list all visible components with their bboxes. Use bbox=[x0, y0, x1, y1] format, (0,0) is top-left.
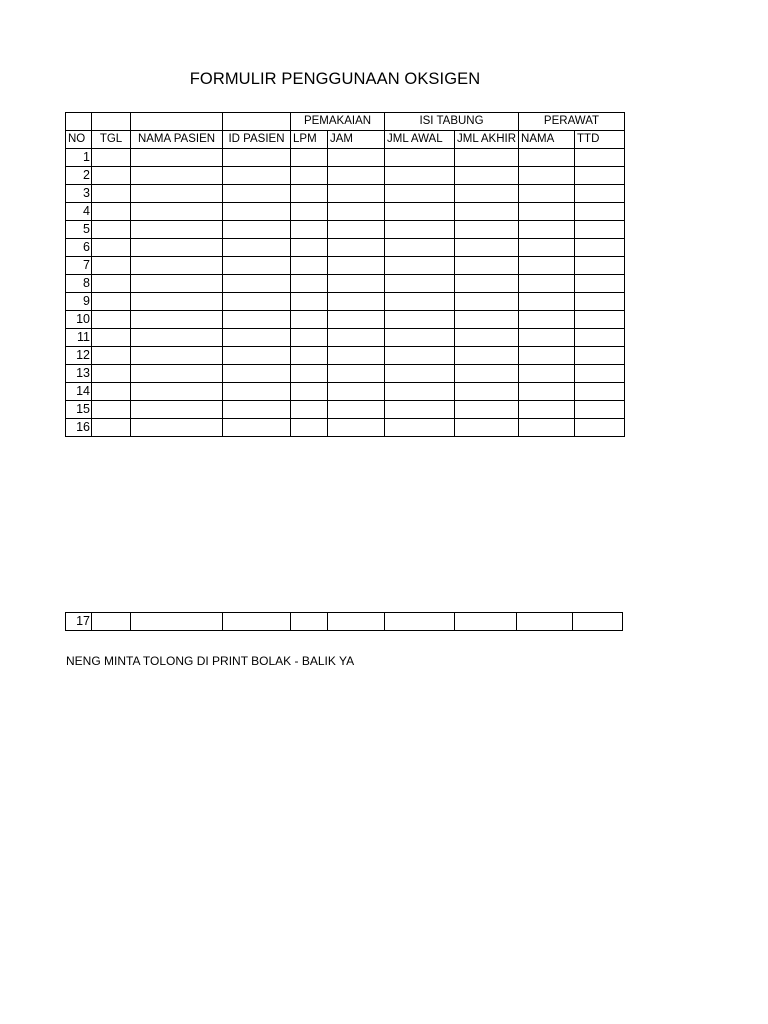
cell-tgl[interactable] bbox=[92, 239, 131, 257]
cell-jml-awal[interactable] bbox=[385, 613, 455, 631]
group-header-perawat: PERAWAT bbox=[519, 113, 625, 131]
cell-nama-pasien[interactable] bbox=[131, 167, 223, 185]
row-number: 10 bbox=[66, 311, 92, 329]
cell-ttd[interactable] bbox=[575, 239, 625, 257]
table-row bbox=[66, 311, 625, 329]
row-number: 16 bbox=[66, 419, 92, 437]
cell-jam[interactable] bbox=[328, 613, 385, 631]
cell-jml-awal[interactable] bbox=[385, 311, 455, 329]
cell-nama-pasien[interactable] bbox=[131, 293, 223, 311]
cell-jml-akhir[interactable] bbox=[455, 221, 519, 239]
cell-lpm[interactable] bbox=[291, 203, 328, 221]
table-row bbox=[66, 203, 625, 221]
row-number: 4 bbox=[66, 203, 92, 221]
cell-tgl[interactable] bbox=[92, 401, 131, 419]
cell-jml-awal[interactable] bbox=[385, 383, 455, 401]
cell-jml-awal[interactable] bbox=[385, 257, 455, 275]
cell-nama[interactable] bbox=[519, 347, 575, 365]
cell-tgl[interactable] bbox=[92, 311, 131, 329]
column-header-id-pasien: ID PASIEN bbox=[223, 131, 291, 149]
cell-ttd[interactable] bbox=[575, 329, 625, 347]
cell-jml-awal[interactable] bbox=[385, 329, 455, 347]
cell-lpm[interactable] bbox=[291, 347, 328, 365]
cell-id-pasien[interactable] bbox=[223, 167, 291, 185]
cell-ttd[interactable] bbox=[575, 401, 625, 419]
cell-ttd[interactable] bbox=[575, 257, 625, 275]
table-row bbox=[66, 401, 625, 419]
column-header-jml-awal: JML AWAL bbox=[385, 131, 455, 149]
cell-lpm[interactable] bbox=[291, 221, 328, 239]
cell-tgl[interactable] bbox=[92, 365, 131, 383]
cell-nama-pasien[interactable] bbox=[131, 419, 223, 437]
cell-jml-akhir[interactable] bbox=[455, 203, 519, 221]
cell-jml-awal[interactable] bbox=[385, 167, 455, 185]
column-header-no: NO bbox=[66, 131, 92, 149]
cell-nama-pasien[interactable] bbox=[131, 203, 223, 221]
cell-jml-akhir[interactable] bbox=[455, 149, 519, 167]
cell-jam[interactable] bbox=[328, 239, 385, 257]
cell-jml-awal[interactable] bbox=[385, 203, 455, 221]
cell-lpm[interactable] bbox=[291, 311, 328, 329]
cell-jam[interactable] bbox=[328, 383, 385, 401]
cell-jml-awal[interactable] bbox=[385, 293, 455, 311]
cell-nama[interactable] bbox=[519, 419, 575, 437]
column-header-ttd: TTD bbox=[575, 131, 625, 149]
row-number: 6 bbox=[66, 239, 92, 257]
cell-ttd[interactable] bbox=[573, 613, 623, 631]
cell-id-pasien[interactable] bbox=[223, 293, 291, 311]
cell-lpm[interactable] bbox=[291, 383, 328, 401]
header-blank-cell bbox=[223, 113, 291, 131]
cell-jam[interactable] bbox=[328, 311, 385, 329]
table-row bbox=[66, 613, 623, 631]
cell-nama[interactable] bbox=[519, 329, 575, 347]
cell-tgl[interactable] bbox=[92, 185, 131, 203]
table-row bbox=[66, 365, 625, 383]
cell-lpm[interactable] bbox=[291, 257, 328, 275]
cell-ttd[interactable] bbox=[575, 365, 625, 383]
cell-lpm[interactable] bbox=[291, 149, 328, 167]
cell-tgl[interactable] bbox=[92, 203, 131, 221]
cell-tgl[interactable] bbox=[92, 149, 131, 167]
cell-jml-awal[interactable] bbox=[385, 401, 455, 419]
cell-jam[interactable] bbox=[328, 347, 385, 365]
cell-nama-pasien[interactable] bbox=[131, 185, 223, 203]
cell-tgl[interactable] bbox=[92, 329, 131, 347]
cell-jml-akhir[interactable] bbox=[455, 401, 519, 419]
cell-jml-awal[interactable] bbox=[385, 365, 455, 383]
cell-ttd[interactable] bbox=[575, 221, 625, 239]
column-header-row bbox=[66, 131, 625, 149]
row-number: 9 bbox=[66, 293, 92, 311]
cell-nama[interactable] bbox=[519, 167, 575, 185]
cell-nama-pasien[interactable] bbox=[131, 149, 223, 167]
cell-lpm[interactable] bbox=[291, 185, 328, 203]
cell-jml-akhir[interactable] bbox=[455, 239, 519, 257]
cell-jml-akhir[interactable] bbox=[455, 419, 519, 437]
cell-ttd[interactable] bbox=[575, 275, 625, 293]
row-number: 15 bbox=[66, 401, 92, 419]
row-number: 1 bbox=[66, 149, 92, 167]
table-row bbox=[66, 329, 625, 347]
row-number: 13 bbox=[66, 365, 92, 383]
cell-jam[interactable] bbox=[328, 293, 385, 311]
cell-ttd[interactable] bbox=[575, 347, 625, 365]
row-number: 12 bbox=[66, 347, 92, 365]
cell-jam[interactable] bbox=[328, 419, 385, 437]
cell-jml-akhir[interactable] bbox=[455, 383, 519, 401]
cell-nama-pasien[interactable] bbox=[131, 347, 223, 365]
cell-jml-awal[interactable] bbox=[385, 239, 455, 257]
column-header-tgl: TGL bbox=[92, 131, 131, 149]
table-row bbox=[66, 149, 625, 167]
cell-lpm[interactable] bbox=[291, 613, 328, 631]
cell-id-pasien[interactable] bbox=[223, 311, 291, 329]
cell-jml-akhir[interactable] bbox=[455, 257, 519, 275]
oxygen-usage-table-continued bbox=[65, 612, 623, 631]
cell-nama[interactable] bbox=[519, 203, 575, 221]
group-header-isi-tabung: ISI TABUNG bbox=[385, 113, 519, 131]
row-number: 17 bbox=[66, 613, 92, 631]
cell-nama-pasien[interactable] bbox=[131, 613, 223, 631]
cell-nama[interactable] bbox=[519, 149, 575, 167]
table-row bbox=[66, 383, 625, 401]
row-number: 7 bbox=[66, 257, 92, 275]
cell-jam[interactable] bbox=[328, 221, 385, 239]
cell-nama[interactable] bbox=[519, 401, 575, 419]
cell-ttd[interactable] bbox=[575, 383, 625, 401]
header-blank-cell bbox=[66, 113, 92, 131]
cell-ttd[interactable] bbox=[575, 167, 625, 185]
cell-id-pasien[interactable] bbox=[223, 221, 291, 239]
cell-tgl[interactable] bbox=[92, 419, 131, 437]
column-header-jml-akhir: JML AKHIR bbox=[455, 131, 519, 149]
form-title: FORMULIR PENGGUNAAN OKSIGEN bbox=[189, 70, 481, 88]
cell-lpm[interactable] bbox=[291, 293, 328, 311]
cell-jml-awal[interactable] bbox=[385, 149, 455, 167]
group-header-row bbox=[66, 113, 625, 131]
cell-ttd[interactable] bbox=[575, 185, 625, 203]
table-row bbox=[66, 221, 625, 239]
table-row bbox=[66, 185, 625, 203]
cell-nama[interactable] bbox=[519, 257, 575, 275]
cell-nama-pasien[interactable] bbox=[131, 275, 223, 293]
cell-jml-awal[interactable] bbox=[385, 185, 455, 203]
row-number: 3 bbox=[66, 185, 92, 203]
cell-id-pasien[interactable] bbox=[223, 383, 291, 401]
cell-jml-akhir[interactable] bbox=[455, 311, 519, 329]
header-blank-cell bbox=[92, 113, 131, 131]
cell-tgl[interactable] bbox=[92, 383, 131, 401]
cell-nama[interactable] bbox=[517, 613, 573, 631]
cell-tgl[interactable] bbox=[92, 347, 131, 365]
cell-ttd[interactable] bbox=[575, 311, 625, 329]
oxygen-usage-table bbox=[65, 112, 625, 437]
cell-tgl[interactable] bbox=[92, 275, 131, 293]
cell-jam[interactable] bbox=[328, 257, 385, 275]
cell-tgl[interactable] bbox=[92, 613, 131, 631]
cell-ttd[interactable] bbox=[575, 203, 625, 221]
cell-tgl[interactable] bbox=[92, 221, 131, 239]
print-note: NENG MINTA TOLONG DI PRINT BOLAK - BALIK YA bbox=[66, 654, 355, 668]
cell-id-pasien[interactable] bbox=[223, 239, 291, 257]
cell-nama-pasien[interactable] bbox=[131, 221, 223, 239]
cell-nama[interactable] bbox=[519, 293, 575, 311]
cell-id-pasien[interactable] bbox=[223, 275, 291, 293]
cell-jam[interactable] bbox=[328, 167, 385, 185]
cell-jml-akhir[interactable] bbox=[455, 347, 519, 365]
cell-nama-pasien[interactable] bbox=[131, 383, 223, 401]
cell-jam[interactable] bbox=[328, 203, 385, 221]
cell-nama[interactable] bbox=[519, 185, 575, 203]
cell-lpm[interactable] bbox=[291, 329, 328, 347]
cell-jam[interactable] bbox=[328, 185, 385, 203]
cell-nama[interactable] bbox=[519, 311, 575, 329]
cell-ttd[interactable] bbox=[575, 293, 625, 311]
cell-nama-pasien[interactable] bbox=[131, 401, 223, 419]
cell-nama[interactable] bbox=[519, 383, 575, 401]
column-header-jam: JAM bbox=[328, 131, 385, 149]
table-row bbox=[66, 257, 625, 275]
cell-jam[interactable] bbox=[328, 365, 385, 383]
cell-jml-akhir[interactable] bbox=[455, 293, 519, 311]
cell-tgl[interactable] bbox=[92, 257, 131, 275]
cell-jml-akhir[interactable] bbox=[455, 329, 519, 347]
cell-id-pasien[interactable] bbox=[223, 419, 291, 437]
row-number: 14 bbox=[66, 383, 92, 401]
cell-nama-pasien[interactable] bbox=[131, 329, 223, 347]
row-number: 8 bbox=[66, 275, 92, 293]
cell-lpm[interactable] bbox=[291, 401, 328, 419]
cell-lpm[interactable] bbox=[291, 239, 328, 257]
cell-id-pasien[interactable] bbox=[223, 185, 291, 203]
cell-jml-akhir[interactable] bbox=[455, 613, 517, 631]
cell-jml-awal[interactable] bbox=[385, 347, 455, 365]
cell-jam[interactable] bbox=[328, 401, 385, 419]
cell-id-pasien[interactable] bbox=[223, 257, 291, 275]
cell-id-pasien[interactable] bbox=[223, 203, 291, 221]
cell-lpm[interactable] bbox=[291, 419, 328, 437]
row-number: 5 bbox=[66, 221, 92, 239]
cell-nama-pasien[interactable] bbox=[131, 257, 223, 275]
cell-id-pasien[interactable] bbox=[223, 365, 291, 383]
row-number: 11 bbox=[66, 329, 92, 347]
cell-nama-pasien[interactable] bbox=[131, 239, 223, 257]
row-number: 2 bbox=[66, 167, 92, 185]
cell-jam[interactable] bbox=[328, 275, 385, 293]
cell-jml-akhir[interactable] bbox=[455, 275, 519, 293]
group-header-pemakaian: PEMAKAIAN bbox=[291, 113, 385, 131]
cell-id-pasien[interactable] bbox=[223, 401, 291, 419]
table-row bbox=[66, 275, 625, 293]
cell-id-pasien[interactable] bbox=[223, 149, 291, 167]
cell-nama[interactable] bbox=[519, 221, 575, 239]
cell-jml-akhir[interactable] bbox=[455, 365, 519, 383]
column-header-lpm: LPM bbox=[291, 131, 328, 149]
cell-jml-akhir[interactable] bbox=[455, 185, 519, 203]
cell-nama[interactable] bbox=[519, 365, 575, 383]
table-row bbox=[66, 167, 625, 185]
column-header-nama: NAMA bbox=[519, 131, 575, 149]
cell-ttd[interactable] bbox=[575, 419, 625, 437]
table-row bbox=[66, 239, 625, 257]
cell-jam[interactable] bbox=[328, 329, 385, 347]
cell-nama-pasien[interactable] bbox=[131, 311, 223, 329]
cell-nama[interactable] bbox=[519, 239, 575, 257]
column-header-nama-pasien: NAMA PASIEN bbox=[131, 131, 223, 149]
cell-tgl[interactable] bbox=[92, 293, 131, 311]
cell-jml-awal[interactable] bbox=[385, 419, 455, 437]
cell-id-pasien[interactable] bbox=[223, 347, 291, 365]
cell-tgl[interactable] bbox=[92, 167, 131, 185]
table-row bbox=[66, 293, 625, 311]
cell-id-pasien[interactable] bbox=[223, 329, 291, 347]
cell-ttd[interactable] bbox=[575, 149, 625, 167]
cell-jam[interactable] bbox=[328, 149, 385, 167]
cell-lpm[interactable] bbox=[291, 365, 328, 383]
cell-lpm[interactable] bbox=[291, 275, 328, 293]
table-row bbox=[66, 347, 625, 365]
cell-id-pasien[interactable] bbox=[223, 613, 291, 631]
table-row bbox=[66, 419, 625, 437]
cell-nama[interactable] bbox=[519, 275, 575, 293]
header-blank-cell bbox=[131, 113, 223, 131]
cell-jml-awal[interactable] bbox=[385, 221, 455, 239]
cell-nama-pasien[interactable] bbox=[131, 365, 223, 383]
cell-lpm[interactable] bbox=[291, 167, 328, 185]
cell-jml-awal[interactable] bbox=[385, 275, 455, 293]
cell-jml-akhir[interactable] bbox=[455, 167, 519, 185]
